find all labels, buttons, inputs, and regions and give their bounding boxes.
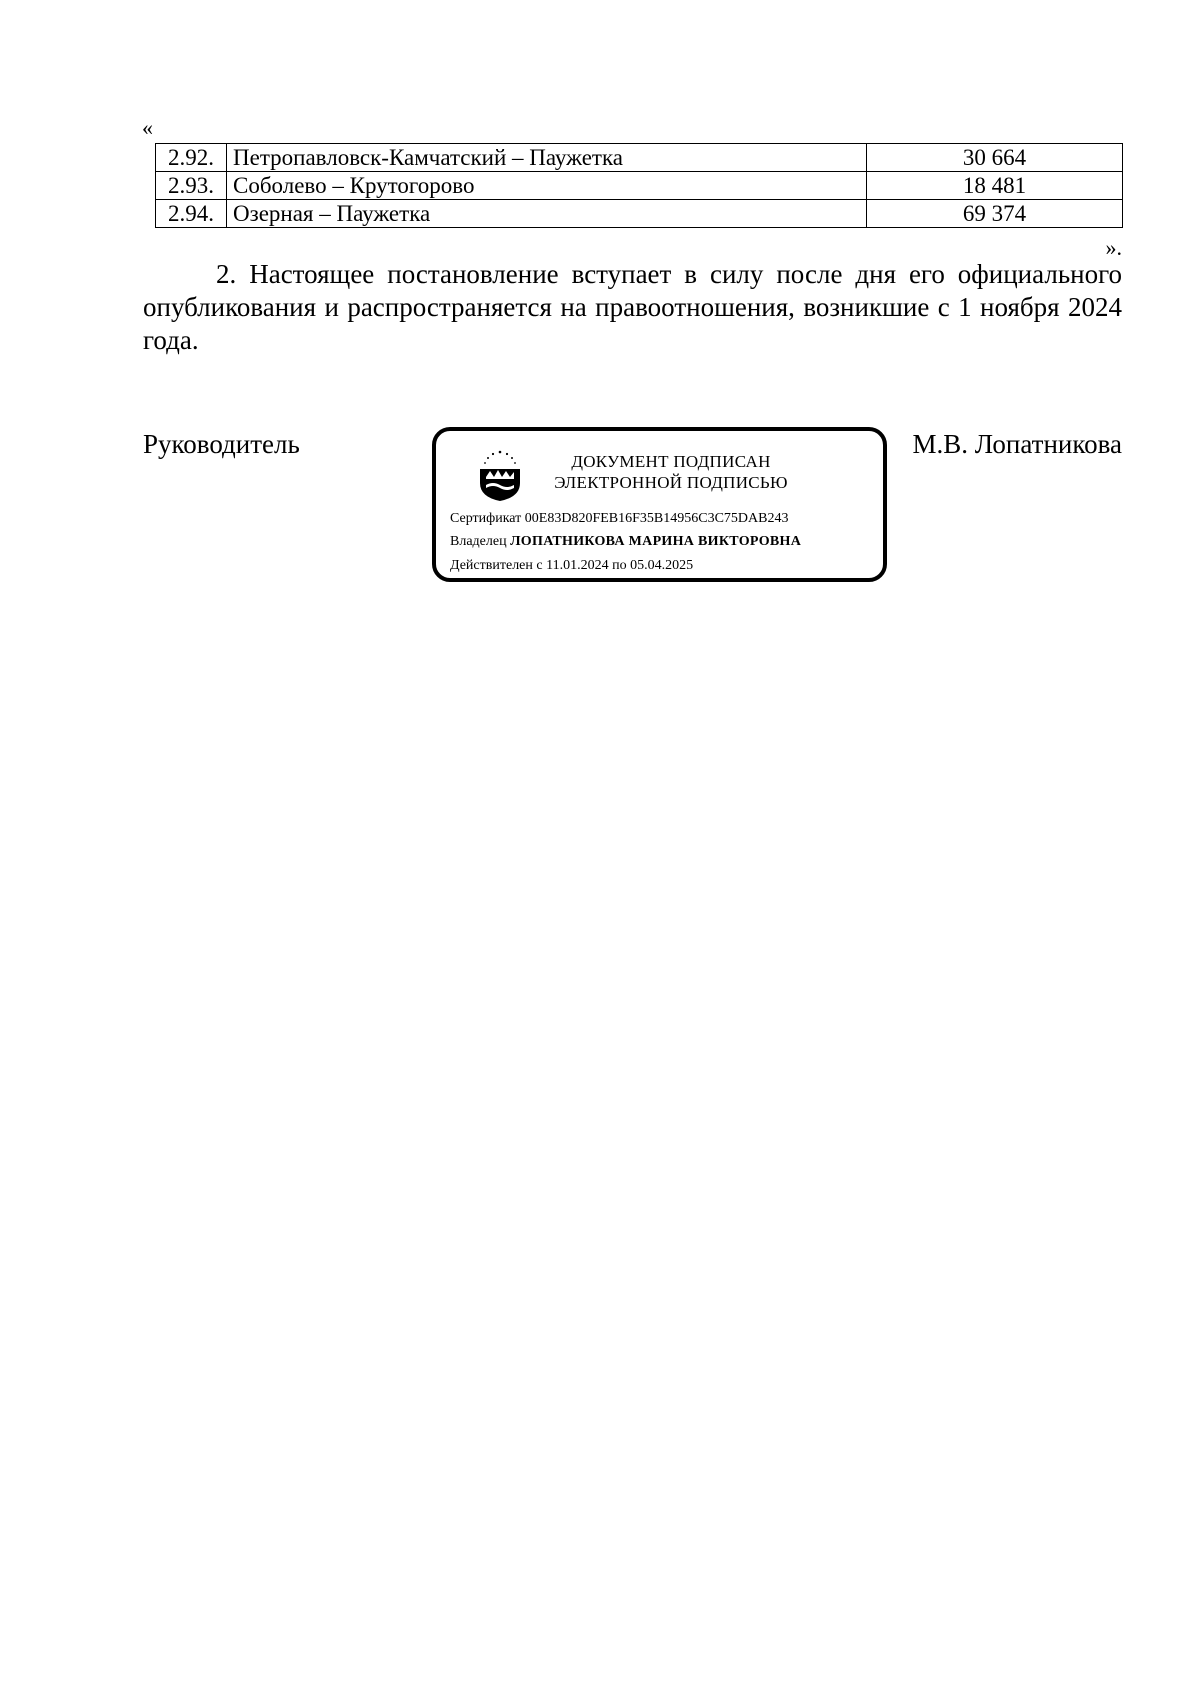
- row-value: 30 664: [867, 144, 1123, 172]
- row-route: Озерная – Паужетка: [227, 200, 867, 228]
- row-route: Соболево – Крутогорово: [227, 172, 867, 200]
- valid-from: 11.01.2024: [546, 558, 609, 573]
- row-route: Петропавловск-Камчатский – Паужетка: [227, 144, 867, 172]
- valid-to: 05.04.2025: [630, 558, 694, 573]
- closing-quote: ».: [1105, 235, 1122, 260]
- stamp-certificate-line: [450, 510, 788, 528]
- routes-table: [155, 143, 1123, 228]
- effective-date-paragraph: 2. Настоящее постановление вступает в силу после дня его официального опубликования и распространяется на правоотношения, возникшие с 1 ноября 2024 года.: [143, 259, 1122, 355]
- row-value: 69 374: [867, 200, 1123, 228]
- valid-label: Действителен: [450, 558, 533, 573]
- valid-to-label: по: [612, 558, 627, 573]
- table-row: [156, 144, 1123, 172]
- certificate-label: Сертификат: [450, 511, 522, 526]
- stamp-owner-line: [450, 533, 801, 551]
- electronic-signature-stamp: [432, 427, 887, 582]
- table-row: [156, 200, 1123, 228]
- table-row: [156, 172, 1123, 200]
- opening-quote: «: [142, 115, 153, 140]
- stamp-heading-line: ЭЛЕКТРОННОЙ ПОДПИСЬЮ: [554, 473, 788, 492]
- row-number: 2.92.: [156, 144, 227, 172]
- stamp-validity-line: [450, 557, 693, 575]
- signer-title: Руководитель: [143, 429, 300, 459]
- signer-name: М.В. Лопатникова: [912, 429, 1122, 459]
- valid-from-label: с: [536, 558, 543, 573]
- stamp-heading: [536, 451, 806, 493]
- row-number: 2.94.: [156, 200, 227, 228]
- stamp-heading-line: ДОКУМЕНТ ПОДПИСАН: [571, 452, 771, 471]
- row-number: 2.93.: [156, 172, 227, 200]
- certificate-value: 00E83D820FEB16F35B14956C3C75DAB243: [524, 511, 789, 526]
- owner-label: Владелец: [450, 534, 507, 549]
- owner-value: ЛОПАТНИКОВА МАРИНА ВИКТОРОВНА: [510, 534, 802, 549]
- row-value: 18 481: [867, 172, 1123, 200]
- coat-of-arms-icon: [472, 447, 528, 503]
